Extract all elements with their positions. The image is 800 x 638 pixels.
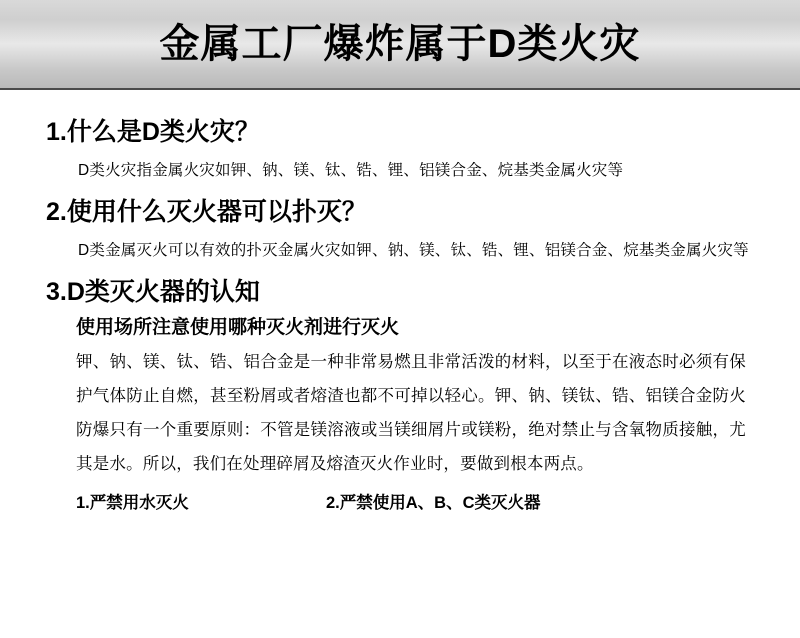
section-3-paragraph: 钾、钠、镁、钛、锆、铝合金是一种非常易燃且非常活泼的材料，以至于在液态时必须有保护气体防止自燃，甚至粉屑或者熔渣也都不可掉以轻心。钾、钠、镁钛、锆、铝镁合金防火防爆只有一个重要原则：不管是镁溶液或当镁细屑片或镁粉，绝对禁止与含氧物质接触，尤其是水。所以，我们在处理碎屑及熔渣灭火作业时，要做到根本两点。 — [76, 353, 746, 473]
page-title: 金属工厂爆炸属于D类火灾 — [159, 22, 641, 66]
section-2-heading: 2.使用什么灭火器可以扑灭？ — [46, 197, 367, 226]
section-2-body: D类金属灭火可以有效的扑灭金属火灾如钾、钠、镁、钛、锆、锂、铝镁合金、烷基类金属火灾等 — [78, 241, 749, 259]
section-3-rules — [46, 487, 754, 520]
section-which-extinguisher — [46, 196, 754, 266]
section-1-heading: 1.什么是D类火灾？ — [46, 118, 260, 146]
section-3-heading: 3.D类灭火器的认知 — [46, 277, 260, 306]
section-class-d-knowledge — [46, 276, 754, 521]
section-3-subheading: 使用场所注意使用哪种灭火剂进行灭火 — [76, 316, 400, 338]
rule-item-2: 2.严禁使用A、B、C类灭火器 — [326, 494, 541, 513]
rule-item-1: 1.严禁用水灭火 — [76, 494, 189, 513]
document-content — [0, 90, 800, 520]
section-what-is-class-d — [46, 116, 754, 186]
section-1-body: D类火灾指金属火灾如钾、钠、镁、钛、锆、锂、铝镁合金、烷基类金属火灾等 — [78, 161, 624, 179]
header-banner — [0, 0, 800, 90]
